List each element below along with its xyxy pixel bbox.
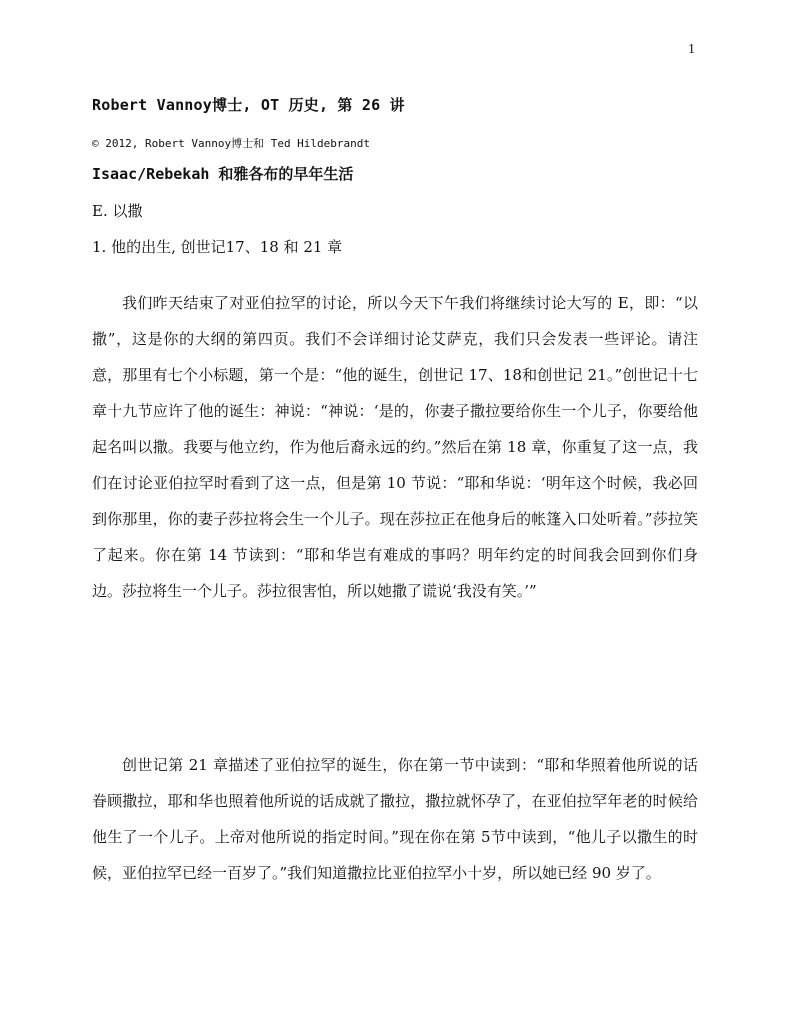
- lecture-title: Robert Vannoy博士, OT 历史, 第 26 讲: [92, 96, 405, 114]
- body-paragraph: 我们昨天结束了对亚伯拉罕的讨论，所以今天下午我们将继续讨论大写的 E，即：“以撒”，这是你的大纲的第四页。我们不会详细讨论艾萨克，我们只会发表一些评论。请注意，那里有七个小标题，第一个是：“他的诞生，创世记 17、18和创世记 21。”创世记十七章十九节应许了他的诞生：神说：“神说：‘是的，你妻子撒拉要给你生一个儿子，你要给他起名叫以撒。我要与他立约，作为他后裔永远的约。”然后在第 18 章，你重复了这一点，我们在讨论亚伯拉罕时看到了这一点，但是第 10 节说：“耶和华说：‘明年这个时候，我必回到你那里，你的妻子莎拉将会生一个儿子。现在莎拉正在他身后的帐篷入口处听着。”莎拉笑了起来。你在第 14 节读到：“耶和华岂有难成的事吗？明年约定的时间我会回到你们身边。莎拉将生一个儿子。莎拉很害怕，所以她撒了谎说‘我没有笑。’”: [92, 294, 698, 600]
- body-paragraph: 创世记第 21 章描述了亚伯拉罕的诞生，你在第一节中读到：“耶和华照着他所说的话眷顾撒拉，耶和华也照着他所说的话成就了撒拉，撒拉就怀孕了，在亚伯拉罕年老的时候给他生了一个儿子。上帝对他所说的指定时间。”现在你在第 5节中读到，“他儿子以撒生的时候，亚伯拉罕已经一百岁了。”我们知道撒拉比亚伯拉罕小十岁，所以她已经 90 岁了。: [92, 756, 698, 882]
- lecture-subtitle: Isaac/Rebekah 和雅各布的早年生活: [92, 165, 354, 183]
- subsection-heading: 1. 他的出生, 创世记17、18 和 21 章: [92, 238, 343, 256]
- section-heading: E. 以撒: [92, 202, 143, 220]
- page-number: 1: [688, 42, 695, 57]
- copyright-line: © 2012, Robert Vannoy博士和 Ted Hildebrandt: [92, 137, 371, 150]
